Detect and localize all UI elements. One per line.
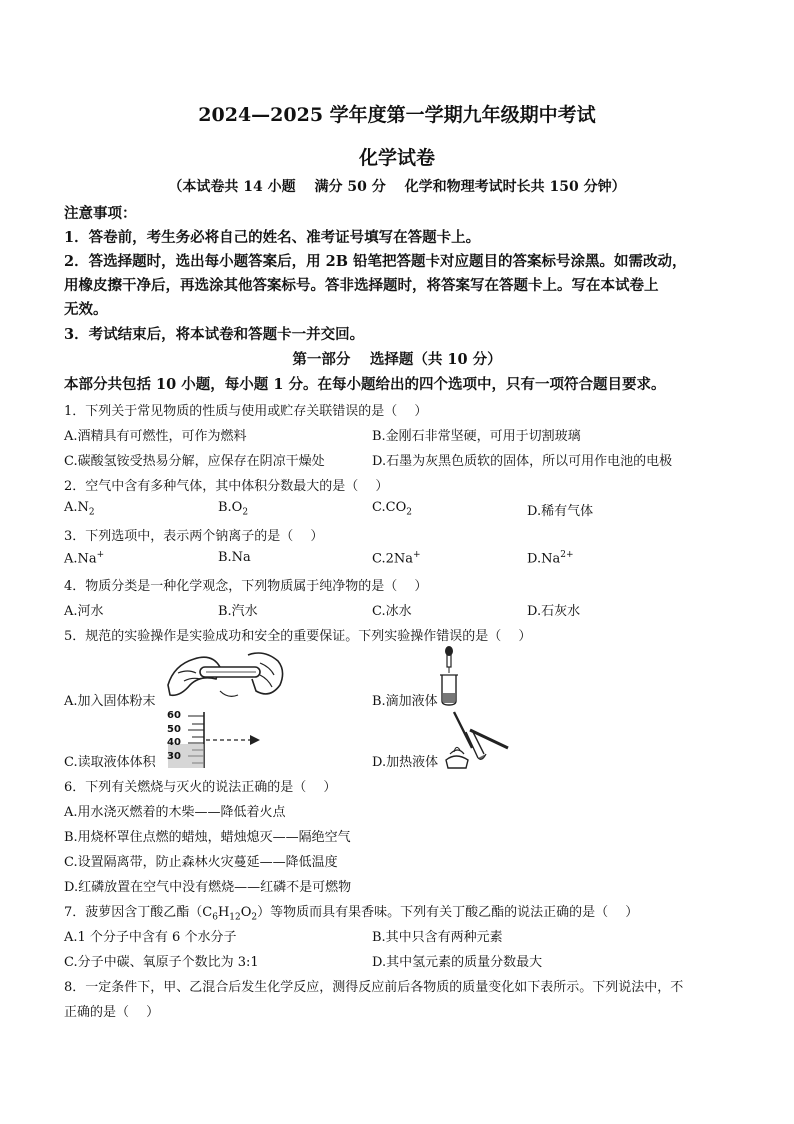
notice-heading: 注意事项： <box>64 205 137 222</box>
q2-option-b: $B.O_2$ <box>218 500 249 518</box>
q4-stem: 4．物质分类是一种化学观念，下列物质属于纯净物的是（ ） <box>64 579 428 594</box>
q6-option-a: A.用水浇灭燃着的木柴——降低着火点 <box>64 805 286 820</box>
q1-option-d: D.石墨为灰黑色质软的固体，所以可用作电池的电极 <box>372 454 673 469</box>
q7-option-d: D.其中氢元素的质量分数最大 <box>372 955 543 970</box>
q5-option-c: C.读取液体体积 <box>64 755 156 770</box>
q3-option-b: B.Na <box>218 550 251 565</box>
exam-subtitle: 化学试卷 <box>358 147 435 169</box>
q6-stem: 6．下列有关燃烧与灭火的说法正确的是（ ） <box>64 780 337 795</box>
q4-option-a: A.河水 <box>64 604 104 619</box>
q3-option-d: $D.Na^{2+}$ <box>527 550 574 567</box>
q5-option-b: B.滴加液体 <box>372 694 438 709</box>
q1-option-a: A.酒精具有可燃性，可作为燃料 <box>64 429 247 444</box>
q3-stem: 3．下列选项中，表示两个钠离子的是（ ） <box>64 529 324 544</box>
q8-stem-line2: 正确的是（ ） <box>64 1005 160 1020</box>
powder-adding-illustration <box>160 645 290 707</box>
section-description: 本部分共包括 10 小题，每小题 1 分。在每小题给出的四个选项中，只有一项符合题目要求。 <box>64 376 666 393</box>
notice-item-2a: 2．答选择题时，选出每小题答案后，用 2B 铅笔把答题卡对应题目的答案标号涂黑。如需改动， <box>64 253 687 270</box>
q6-option-c: C.设置隔离带，防止森林火灾蔓延——降低温度 <box>64 855 338 870</box>
cylinder-scale-labels <box>167 709 181 763</box>
notice-item-2b: 用橡皮擦干净后，再选涂其他答案标号。答非选择题时，将答案写在答题卡上。写在本试卷上 <box>64 277 659 294</box>
q8-stem-line1: 8．一定条件下，甲、乙混合后发生化学反应，测得反应前后各物质的质量变化如下表所示。下列说法中，不 <box>64 980 684 995</box>
q7-stem: 7．菠萝因含丁酸乙酯$(C_6H_{12}O_2)$等物质而具有果香味。下列有关丁酸乙酯的说法正确的是（ ） <box>64 905 639 923</box>
q7-option-c: C.分子中碳、氧原子个数比为 3:1 <box>64 955 259 970</box>
cylinder-tick-label: 60 <box>167 710 181 721</box>
q5-option-d: D.加热液体 <box>372 755 439 770</box>
q3-option-a: A.Na+ <box>64 550 105 567</box>
q2-option-a: $A.N_2$ <box>64 500 95 518</box>
q1-option-c: C.碳酸氢铵受热易分解，应保存在阴凉干燥处 <box>64 454 325 469</box>
q7-option-a: A.1 个分子中含有 6 个水分子 <box>64 930 237 945</box>
q4-option-c: C.冰水 <box>372 604 412 619</box>
section-title: 第一部分 选择题（共 10 分） <box>292 351 502 368</box>
cylinder-tick-label: 50 <box>167 723 181 735</box>
q6-option-b: B.用烧杯罩住点燃的蜡烛，蜡烛熄灭——隔绝空气 <box>64 830 351 845</box>
notice-item-2c: 无效。 <box>64 301 108 318</box>
q2-option-d: D.稀有气体 <box>527 504 594 519</box>
notice-item-1: 1．答卷前，考生务必将自己的姓名、准考证号填写在答题卡上。 <box>64 229 481 246</box>
q6-option-d: D.红磷放置在空气中没有燃烧——红磷不是可燃物 <box>64 880 352 895</box>
q5-option-a: A.加入固体粉末 <box>64 694 156 709</box>
notice-item-3: 3．考试结束后，将本试卷和答题卡一并交回。 <box>64 326 365 343</box>
q7-option-b: B.其中只含有两种元素 <box>372 930 503 945</box>
measuring-cylinder-illustration <box>166 710 266 770</box>
q2-option-c: $C.CO_2$ <box>372 500 412 518</box>
q3-option-c: C.2Na+ <box>372 550 421 567</box>
cylinder-tick-label: 40 <box>167 737 181 748</box>
heating-liquid-illustration <box>434 708 514 770</box>
q4-option-b: B.汽水 <box>218 604 258 619</box>
q4-option-d: D.石灰水 <box>527 604 581 619</box>
cylinder-tick-label: 30 <box>167 750 181 762</box>
exam-title: 2024—2025 学年度第一学期九年级期中考试 <box>198 104 596 126</box>
q5-stem: 5．规范的实验操作是实验成功和安全的重要保证。下列实验操作错误的是（ ） <box>64 629 532 644</box>
q1-option-b: B.金刚石非常坚硬，可用于切割玻璃 <box>372 429 581 444</box>
q2-stem: 2．空气中含有多种气体，其中体积分数最大的是（ ） <box>64 479 389 494</box>
q1-stem: 1．下列关于常见物质的性质与使用或贮存关联错误的是（ ） <box>64 404 428 419</box>
dropper-illustration <box>436 645 464 707</box>
exam-meta: （本试卷共 14 小题 满分 50 分 化学和物理考试时长共 150 分钟） <box>168 179 626 195</box>
